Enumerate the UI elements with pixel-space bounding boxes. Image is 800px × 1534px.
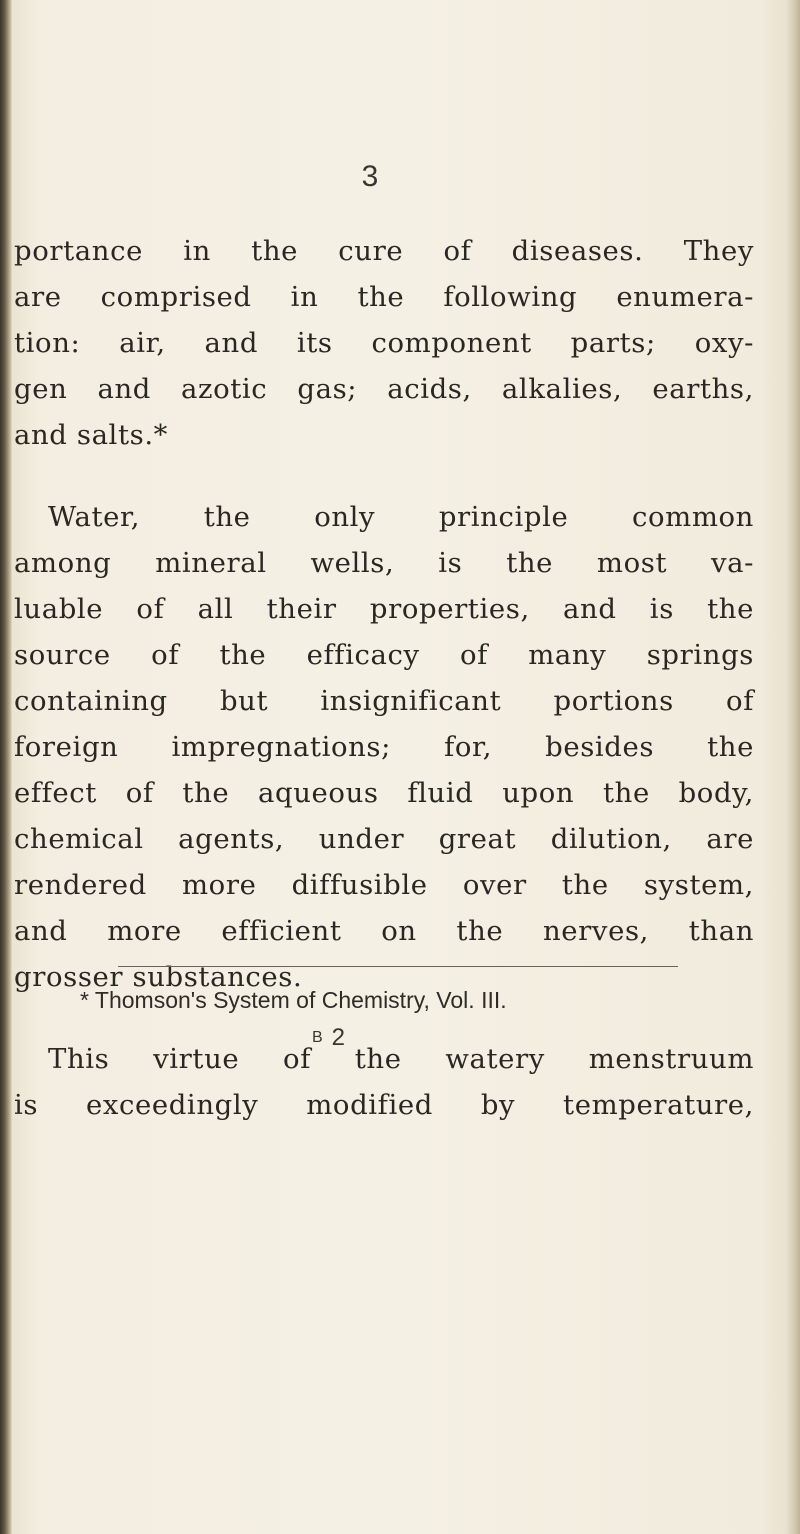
- signature-mark: [312, 1024, 432, 1052]
- text-line: grosser substances.: [14, 961, 303, 993]
- footnote-rule: [118, 966, 678, 967]
- paragraph-2: [14, 494, 754, 1000]
- text-line: Water, the only principle common: [48, 501, 754, 533]
- text-line: and salts.*: [14, 419, 169, 451]
- text-line: chemical agents, under great dilution, are: [14, 823, 754, 855]
- text-line: source of the efficacy of many springs: [14, 639, 754, 671]
- text-line: is exceedingly modified by temperature,: [14, 1089, 754, 1121]
- text-line: rendered more diffusible over the system,: [14, 869, 754, 901]
- text-line: among mineral wells, is the most va-: [14, 547, 754, 579]
- text-line: portance in the cure of diseases. They: [14, 235, 754, 267]
- page-number: 3: [361, 160, 379, 193]
- text-line: tion: air, and its component parts; oxy-: [14, 327, 754, 359]
- text-line: effect of the aqueous fluid upon the body,: [14, 777, 754, 809]
- text-line: This virtue of the watery menstruum: [48, 1043, 754, 1075]
- paragraph-1: [14, 228, 754, 458]
- footnote: * Thomson's System of Chemistry, Vol. III.: [80, 987, 507, 1013]
- page-edge: [786, 0, 800, 1534]
- text-line: gen and azotic gas; acids, alkalies, earths,: [14, 373, 754, 405]
- page-gutter-shadow: [0, 0, 12, 1534]
- signature-letter: B: [312, 1029, 324, 1046]
- text-line: containing but insignificant portions of: [14, 685, 754, 717]
- text-line: and more efficient on the nerves, than: [14, 915, 754, 947]
- paragraph-gap: [14, 458, 754, 494]
- text-line: are comprised in the following enumera-: [14, 281, 754, 313]
- signature-number: 2: [331, 1024, 347, 1051]
- text-line: foreign impregnations; for, besides the: [14, 731, 754, 763]
- text-line: luable of all their properties, and is the: [14, 593, 754, 625]
